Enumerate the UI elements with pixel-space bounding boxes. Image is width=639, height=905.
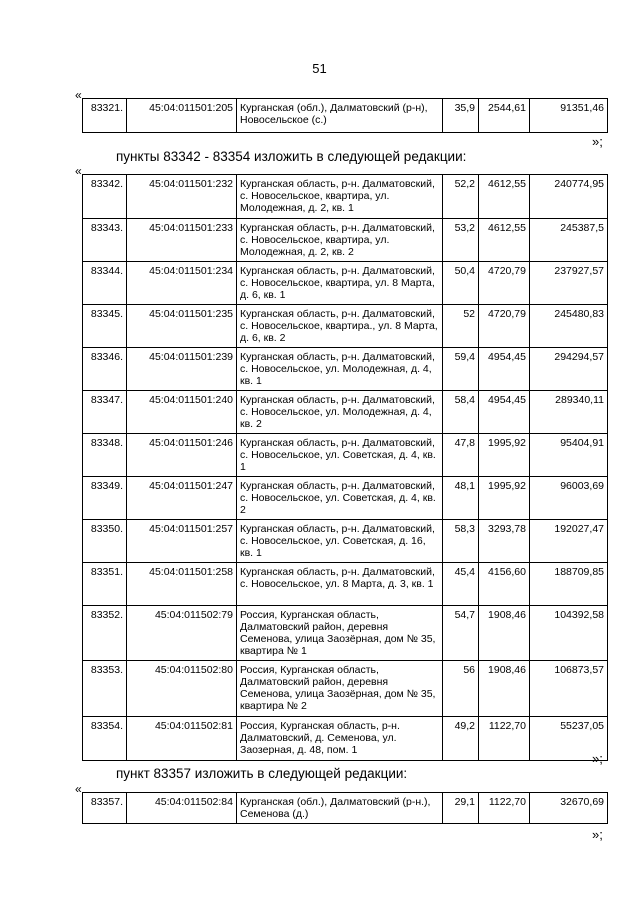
address-cell: Курганская область, р-н. Далматовский, с. Новосельское, ул. Молодежная, д. 4, кв. 1 (237, 348, 443, 391)
specific-value-cell: 1995,92 (479, 434, 530, 477)
table-row (83, 219, 608, 262)
table-row (83, 793, 608, 824)
quote-open-2: « (75, 164, 82, 178)
instruction-1: пункты 83342 - 83354 изложить в следующей редакции: (116, 149, 467, 164)
item-number-cell: 83342. (83, 175, 127, 219)
table-row (83, 348, 608, 391)
quote-close-1: »; (592, 134, 603, 149)
cadastral-value-cell: 96003,69 (530, 477, 608, 520)
cadastral-number-cell: 45:04:011501:257 (127, 520, 237, 563)
address-cell: Курганская (обл.), Далматовский (р-н.), Семенова (д.) (237, 793, 443, 824)
cadastral-value-cell: 237927,57 (530, 262, 608, 305)
address-cell: Россия, Курганская область, Далматовский район, деревня Семенова, улица Заозёрная, дом № 35, квартира № 1 (237, 606, 443, 661)
address-cell: Курганская область, р-н. Далматовский, с. Новосельское, ул. 8 Марта, д. 3, кв. 1 (237, 563, 443, 606)
cadastral-value-cell: 240774,95 (530, 175, 608, 219)
area-cell: 52 (443, 305, 479, 348)
item-number-cell: 83343. (83, 219, 127, 262)
specific-value-cell: 4612,55 (479, 175, 530, 219)
quote-close-3: »; (592, 827, 603, 842)
area-cell: 48,1 (443, 477, 479, 520)
area-cell: 29,1 (443, 793, 479, 824)
cadastral-number-cell: 45:04:011501:233 (127, 219, 237, 262)
table-row (83, 391, 608, 434)
table-row (83, 175, 608, 219)
table-row (83, 563, 608, 606)
item-number-cell: 83344. (83, 262, 127, 305)
registry-table-3 (82, 792, 608, 824)
cadastral-number-cell: 45:04:011501:240 (127, 391, 237, 434)
cadastral-number-cell: 45:04:011502:81 (127, 717, 237, 761)
cadastral-value-cell: 95404,91 (530, 434, 608, 477)
area-cell: 54,7 (443, 606, 479, 661)
cadastral-value-cell: 55237,05 (530, 717, 608, 761)
address-cell: Курганская область, р-н. Далматовский, с. Новосельское, квартира, ул. Молодежная, д. 2, кв. 2 (237, 219, 443, 262)
area-cell: 49,2 (443, 717, 479, 761)
address-cell: Курганская (обл.), Далматовский (р-н), Новосельское (с.) (237, 99, 443, 133)
table-row (83, 262, 608, 305)
address-cell: Курганская область, р-н. Далматовский, с. Новосельское, ул. Молодежная, д. 4, кв. 2 (237, 391, 443, 434)
table-row (83, 99, 608, 133)
area-cell: 59,4 (443, 348, 479, 391)
area-cell: 35,9 (443, 99, 479, 133)
area-cell: 45,4 (443, 563, 479, 606)
specific-value-cell: 1908,46 (479, 606, 530, 661)
specific-value-cell: 4954,45 (479, 348, 530, 391)
cadastral-number-cell: 45:04:011501:234 (127, 262, 237, 305)
item-number-cell: 83348. (83, 434, 127, 477)
table-row (83, 717, 608, 761)
registry-table-2 (82, 174, 608, 761)
item-number-cell: 83357. (83, 793, 127, 824)
address-cell: Курганская область, р-н. Далматовский, с. Новосельское, ул. Советская, д. 4, кв. 2 (237, 477, 443, 520)
table-row (83, 520, 608, 563)
area-cell: 53,2 (443, 219, 479, 262)
table-row (83, 434, 608, 477)
quote-close-2: »; (592, 751, 603, 766)
address-cell: Россия, Курганская область, р-н. Далматовский, д. Семенова, ул. Заозерная, д. 48, пом. 1 (237, 717, 443, 761)
item-number-cell: 83351. (83, 563, 127, 606)
item-number-cell: 83353. (83, 661, 127, 717)
specific-value-cell: 4954,45 (479, 391, 530, 434)
item-number-cell: 83352. (83, 606, 127, 661)
cadastral-value-cell: 245480,83 (530, 305, 608, 348)
cadastral-number-cell: 45:04:011501:247 (127, 477, 237, 520)
cadastral-value-cell: 289340,11 (530, 391, 608, 434)
area-cell: 56 (443, 661, 479, 717)
specific-value-cell: 1995,92 (479, 477, 530, 520)
item-number-cell: 83349. (83, 477, 127, 520)
area-cell: 58,3 (443, 520, 479, 563)
area-cell: 50,4 (443, 262, 479, 305)
cadastral-number-cell: 45:04:011501:205 (127, 99, 237, 133)
cadastral-number-cell: 45:04:011502:84 (127, 793, 237, 824)
table-row (83, 661, 608, 717)
table-row (83, 606, 608, 661)
item-number-cell: 83350. (83, 520, 127, 563)
specific-value-cell: 4156,60 (479, 563, 530, 606)
item-number-cell: 83321. (83, 99, 127, 133)
page-number: 51 (312, 61, 327, 76)
address-cell: Курганская область, р-н. Далматовский, с. Новосельское, квартира, ул. Молодежная, д. 2, кв. 1 (237, 175, 443, 219)
specific-value-cell: 1122,70 (479, 717, 530, 761)
area-cell: 47,8 (443, 434, 479, 477)
address-cell: Курганская область, р-н. Далматовский, с. Новосельское, квартира., ул. 8 Марта, д. 6, кв. 2 (237, 305, 443, 348)
cadastral-value-cell: 32670,69 (530, 793, 608, 824)
area-cell: 52,2 (443, 175, 479, 219)
specific-value-cell: 4720,79 (479, 262, 530, 305)
specific-value-cell: 4720,79 (479, 305, 530, 348)
address-cell: Курганская область, р-н. Далматовский, с. Новосельское, ул. Советская, д. 4, кв. 1 (237, 434, 443, 477)
cadastral-value-cell: 104392,58 (530, 606, 608, 661)
item-number-cell: 83346. (83, 348, 127, 391)
cadastral-number-cell: 45:04:011501:258 (127, 563, 237, 606)
cadastral-number-cell: 45:04:011501:235 (127, 305, 237, 348)
cadastral-number-cell: 45:04:011502:80 (127, 661, 237, 717)
cadastral-number-cell: 45:04:011501:232 (127, 175, 237, 219)
item-number-cell: 83345. (83, 305, 127, 348)
specific-value-cell: 3293,78 (479, 520, 530, 563)
specific-value-cell: 4612,55 (479, 219, 530, 262)
cadastral-value-cell: 188709,85 (530, 563, 608, 606)
address-cell: Курганская область, р-н. Далматовский, с. Новосельское, ул. Советская, д. 16, кв. 1 (237, 520, 443, 563)
cadastral-number-cell: 45:04:011502:79 (127, 606, 237, 661)
address-cell: Курганская область, р-н. Далматовский, с. Новосельское, квартира, ул. 8 Марта, д. 6, кв. 1 (237, 262, 443, 305)
address-cell: Россия, Курганская область, Далматовский район, деревня Семенова, улица Заозёрная, дом № 35, квартира № 2 (237, 661, 443, 717)
area-cell: 58,4 (443, 391, 479, 434)
specific-value-cell: 2544,61 (479, 99, 530, 133)
registry-table-1 (82, 98, 608, 133)
quote-open-1: « (75, 88, 82, 102)
cadastral-value-cell: 245387,5 (530, 219, 608, 262)
item-number-cell: 83354. (83, 717, 127, 761)
instruction-2: пункт 83357 изложить в следующей редакции: (116, 766, 408, 781)
table-row (83, 305, 608, 348)
specific-value-cell: 1908,46 (479, 661, 530, 717)
cadastral-value-cell: 294294,57 (530, 348, 608, 391)
quote-open-3: « (75, 782, 82, 796)
cadastral-value-cell: 91351,46 (530, 99, 608, 133)
table-row (83, 477, 608, 520)
cadastral-number-cell: 45:04:011501:246 (127, 434, 237, 477)
specific-value-cell: 1122,70 (479, 793, 530, 824)
cadastral-number-cell: 45:04:011501:239 (127, 348, 237, 391)
cadastral-value-cell: 192027,47 (530, 520, 608, 563)
item-number-cell: 83347. (83, 391, 127, 434)
cadastral-value-cell: 106873,57 (530, 661, 608, 717)
